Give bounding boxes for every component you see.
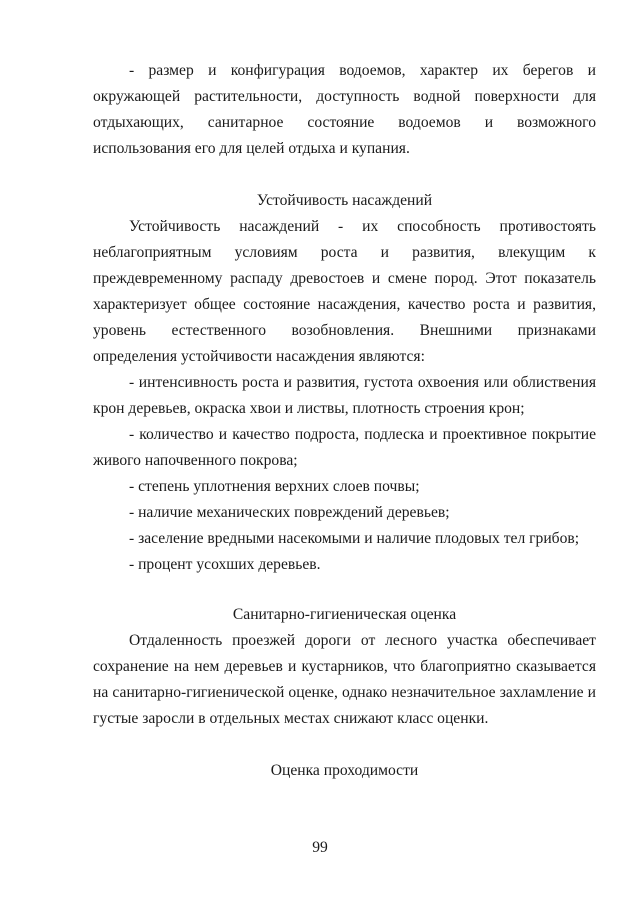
stability-bullet-1: - интенсивность роста и развития, густота охвоения или облиствения крон деревьев, окраска хвои и листвы, плотность строения крон; (93, 374, 596, 417)
intro-text-block (93, 58, 596, 162)
sanitary-text-block (93, 628, 596, 732)
stability-bullet-4: - наличие механических повреждений деревьев; (129, 504, 450, 521)
page-number: 99 (312, 839, 328, 856)
stability-bullet-6: - процент усохших деревьев. (129, 556, 321, 573)
passability-heading: Оценка проходимости (270, 762, 419, 779)
intro-paragraph-1: - размер и конфигурация водоемов, характер их берегов и окружающей растительности, доступность водной поверхности для отдыхающих, санитарное состояние водоемов и возможного использования его для целей отдыха и купания. (93, 62, 596, 157)
stability-text-block (93, 214, 596, 578)
stability-bullet-5: - заселение вредными насекомыми и наличие плодовых тел грибов; (129, 530, 580, 547)
stability-bullet-2: - количество и качество подроста, подлеска и проективное покрытие живого напочвенного покрова; (93, 426, 596, 469)
sanitary-heading: Санитарно-гигиеническая оценка (232, 606, 457, 623)
stability-paragraph-1: Устойчивость насаждений - их способность противостоять неблагоприятным условиям роста и развития, влекущим к преждевременному распаду древостоев и смене пород. Этот показатель характеризует общее состояние насаждения, качество роста и развития, уровень естественного возобновления. Внешними признаками определения устойчивости насаждения являются: (93, 218, 596, 365)
stability-bullet-3: - степень уплотнения верхних слоев почвы; (129, 478, 420, 495)
sanitary-paragraph-1: Отдаленность проезжей дороги от лесного участка обеспечивает сохранение на нем деревьев и кустарников, что благоприятно сказывается на санитарно-гигиенической оценке, однако незначительное захламление и густые заросли в отдельных местах снижают класс оценки. (93, 632, 596, 727)
stability-heading: Устойчивость насаждений (256, 192, 433, 209)
